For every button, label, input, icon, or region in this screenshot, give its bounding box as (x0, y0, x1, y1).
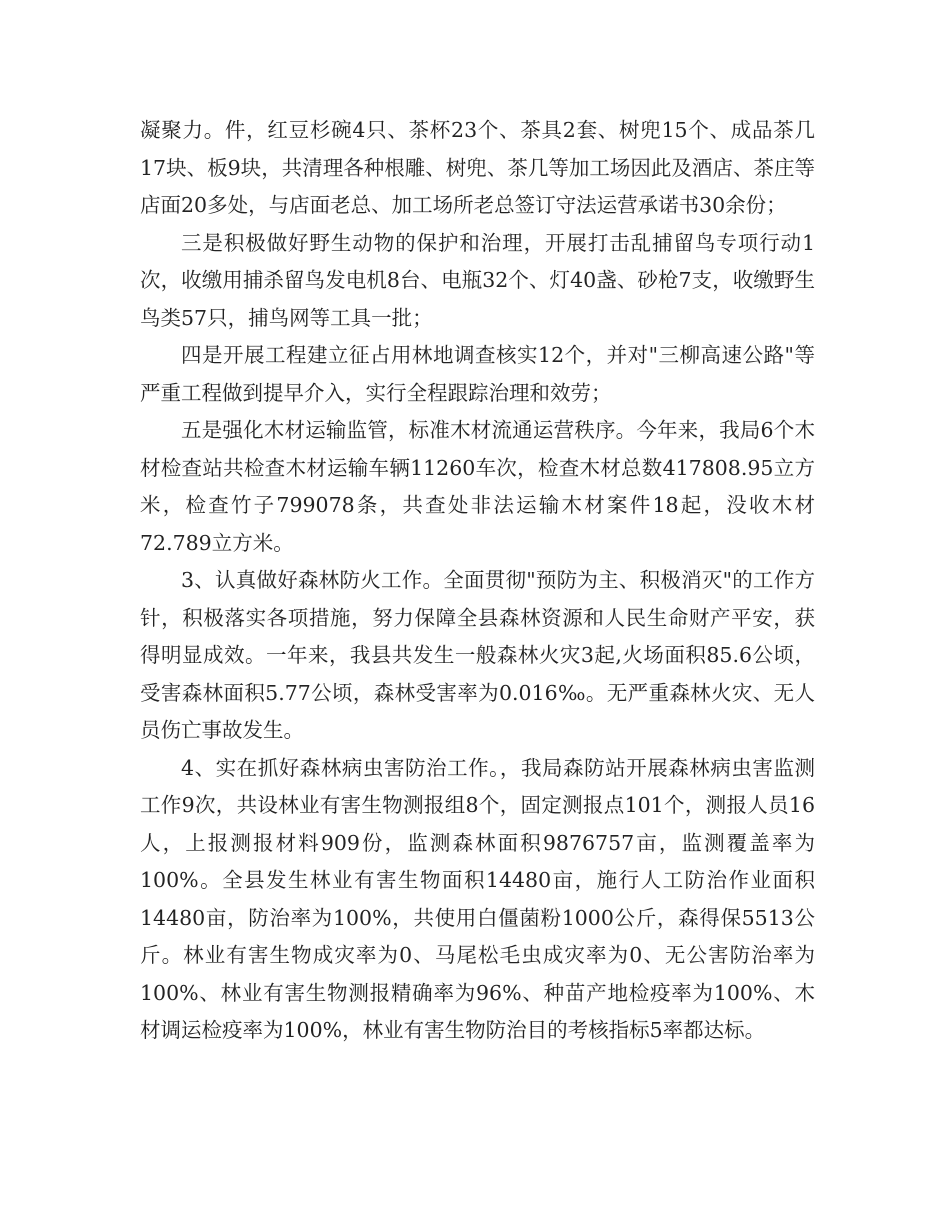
paragraph-wildlife-protection: 三是积极做好野生动物的保护和治理，开展打击乱捕留鸟专项行动1次，收缴用捕杀留鸟发电机8台、电瓶32个、灯40盏、砂枪7支，收缴野生鸟类57只，捕鸟网等工具一批； (140, 230, 815, 330)
paragraph-forest-land-survey: 四是开展工程建立征占用林地调查核实12个，并对"三柳高速公路"等严重工程做到提早介入，实行全程跟踪治理和效劳； (140, 343, 815, 405)
paragraph-timber-transport: 五是强化木材运输监管，标准木材流通运营秩序。今年来，我局6个木材检查站共检查木材运输车辆11260车次，检查木材总数417808.95立方米，检查竹子799078条，共查处非法运输木材案件18起，没收木材72.789立方米。 (140, 418, 815, 555)
paragraph-continuation: 凝聚力。件，红豆杉碗4只、茶杯23个、茶具2套、树兜15个、成品茶几17块、板9块，共清理各种根雕、树兜、茶几等加工场因此及酒店、茶庄等店面20多处，与店面老总、加工场所老总签订守法运营承诺书30余份； (140, 118, 815, 217)
paragraph-fire-prevention: 3、认真做好森林防火工作。全面贯彻"预防为主、积极消灭"的工作方针，积极落实各项措施，努力保障全县森林资源和人民生命财产平安，获得明显成效。一年来，我县共发生一般森林火灾3起,火场面积85.6公顷，受害森林面积5.77公顷，森林受害率为0.016‰。无严重森林火灾、无人员伤亡事故发生。 (140, 568, 815, 742)
document-body (140, 112, 815, 1050)
paragraph-pest-control: 4、实在抓好森林病虫害防治工作。，我局森防站开展森林病虫害监测工作9次，共设林业有害生物测报组8个，固定测报点101个，测报人员16人，上报测报材料909份，监测森林面积9876757亩，监测覆盖率为100%。全县发生林业有害生物面积14480亩，施行人工防治作业面积14480亩，防治率为100%，共使用白僵菌粉1000公斤，森得保5513公斤。林业有害生物成灾率为0、马尾松毛虫成灾率为0、无公害防治率为100%、林业有害生物测报精确率为96%、种苗产地检疫率为100%、木材调运检疫率为100%，林业有害生物防治目的考核指标5率都达标。 (140, 755, 815, 1042)
